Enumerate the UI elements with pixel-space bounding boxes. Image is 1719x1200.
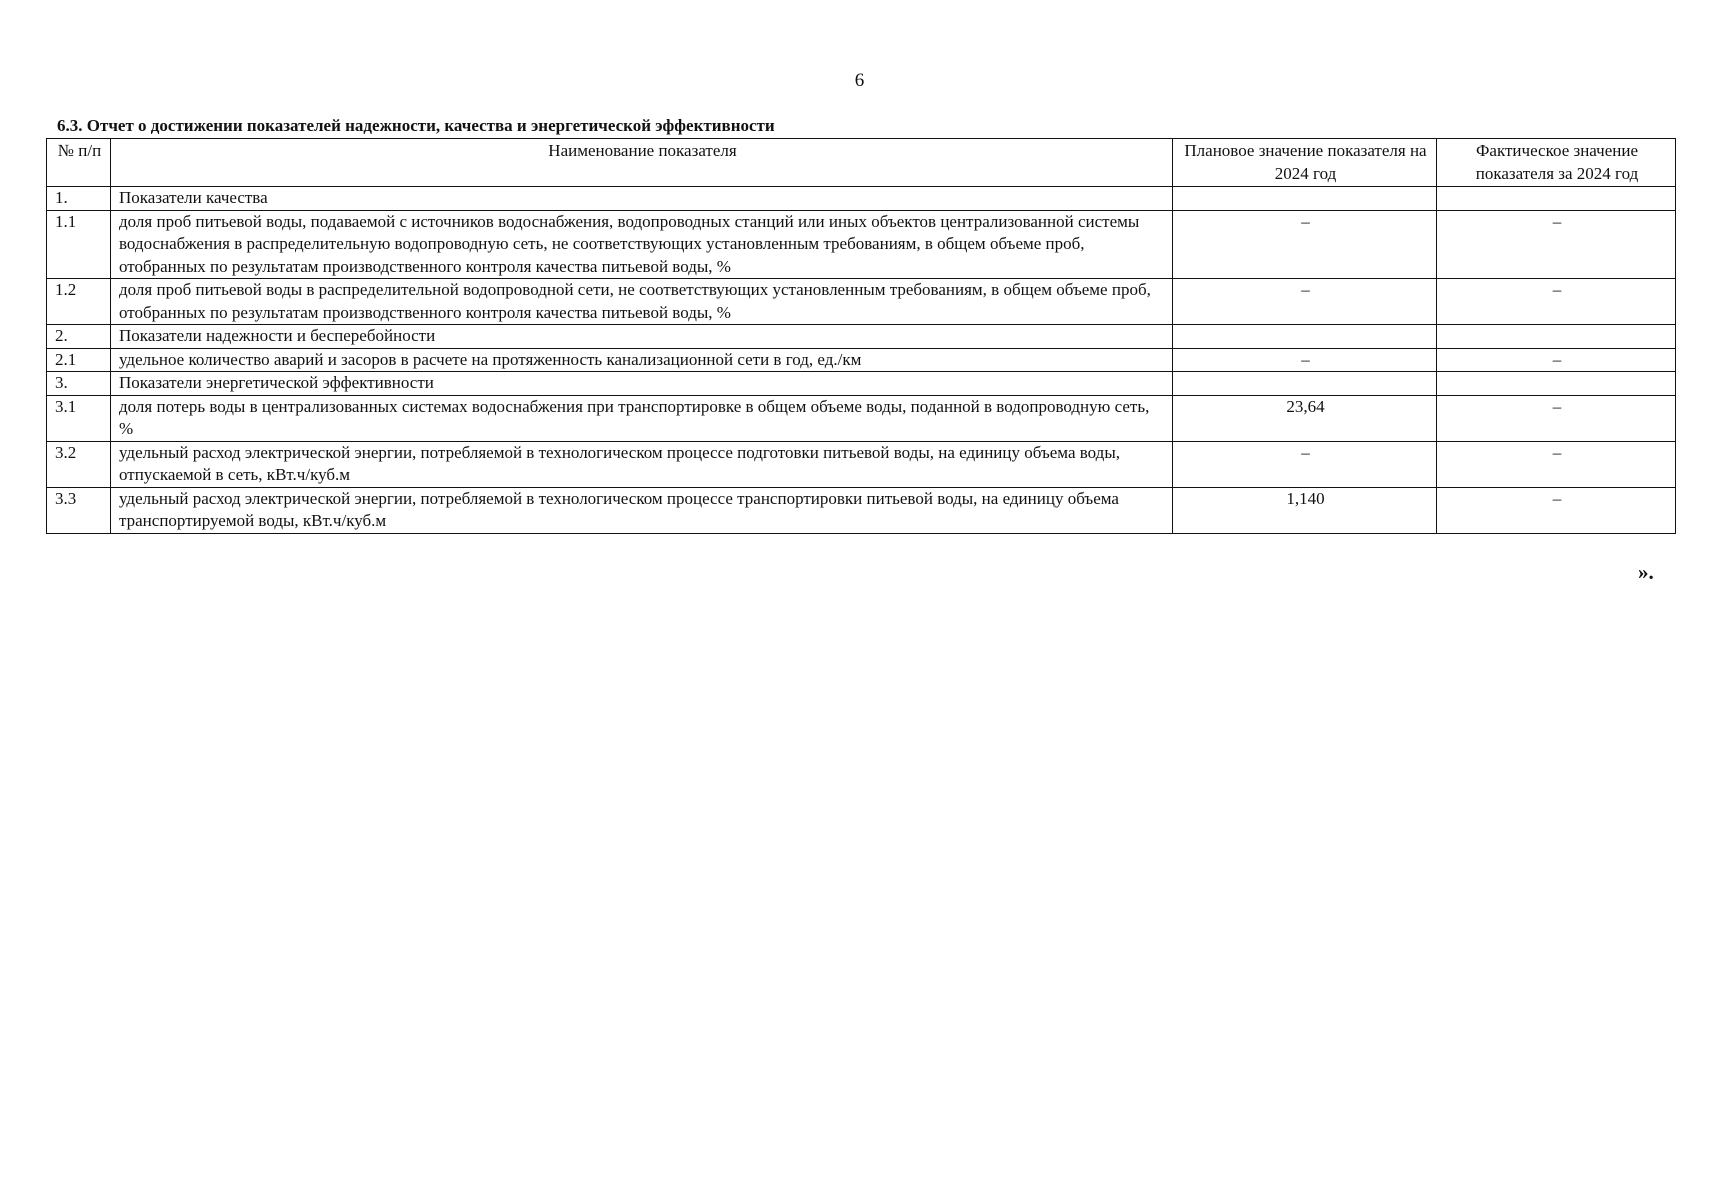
row-name: Показатели качества: [111, 187, 1173, 211]
row-name: удельное количество аварий и засоров в расчете на протяженность канализационной сети в год, ед./км: [111, 348, 1173, 372]
row-fact: –: [1437, 348, 1676, 372]
row-name: доля потерь воды в централизованных системах водоснабжения при транспортировке в общем объеме воды, поданной в водопроводную сеть, %: [111, 395, 1173, 441]
row-fact: –: [1437, 487, 1676, 533]
table-row: [47, 487, 1676, 533]
section-title: 6.3. Отчет о достижении показателей надежности, качества и энергетической эффективности: [57, 116, 775, 135]
page-number: 6: [854, 70, 865, 91]
indicators-table: [46, 138, 1676, 534]
row-name: удельный расход электрической энергии, потребляемой в технологическом процессе подготовки питьевой воды, на единицу объема воды, отпускаемой в сеть, кВт.ч/куб.м: [111, 441, 1173, 487]
row-fact: [1437, 325, 1676, 349]
table-row: [47, 395, 1676, 441]
row-fact: –: [1437, 210, 1676, 279]
row-num: 1.1: [47, 210, 111, 279]
row-plan: –: [1173, 210, 1437, 279]
row-num: 2.: [47, 325, 111, 349]
header-name: Наименование показателя: [111, 139, 1173, 187]
table-row: [47, 441, 1676, 487]
table-row: [47, 325, 1676, 349]
table-header-row: [47, 139, 1676, 187]
row-plan: 23,64: [1173, 395, 1437, 441]
row-plan: [1173, 372, 1437, 396]
row-fact: –: [1437, 441, 1676, 487]
row-num: 3.: [47, 372, 111, 396]
row-plan: [1173, 325, 1437, 349]
row-name: Показатели энергетической эффективности: [111, 372, 1173, 396]
row-plan: –: [1173, 441, 1437, 487]
row-name: удельный расход электрической энергии, потребляемой в технологическом процессе транспортировки питьевой воды, на единицу объема транспортируемой воды, кВт.ч/куб.м: [111, 487, 1173, 533]
closing-quote-mark: ».: [1638, 560, 1654, 584]
row-fact: –: [1437, 279, 1676, 325]
row-plan: 1,140: [1173, 487, 1437, 533]
row-num: 3.2: [47, 441, 111, 487]
row-num: 2.1: [47, 348, 111, 372]
table-row: [47, 279, 1676, 325]
row-fact: [1437, 187, 1676, 211]
row-num: 1.2: [47, 279, 111, 325]
table-row: [47, 348, 1676, 372]
row-plan: [1173, 187, 1437, 211]
header-plan: Плановое значение показателя на 2024 год: [1173, 139, 1437, 187]
row-fact: –: [1437, 395, 1676, 441]
row-name: Показатели надежности и бесперебойности: [111, 325, 1173, 349]
row-plan: –: [1173, 279, 1437, 325]
table-row: [47, 210, 1676, 279]
table-row: [47, 187, 1676, 211]
row-name: доля проб питьевой воды в распределительной водопроводной сети, не соответствующих установленным требованиям, в общем объеме проб, отобранных по результатам производственного контроля качества питьевой воды, %: [111, 279, 1173, 325]
header-num: № п/п: [47, 139, 111, 187]
header-fact: Фактическое значение показателя за 2024 год: [1437, 139, 1676, 187]
row-plan: –: [1173, 348, 1437, 372]
row-name: доля проб питьевой воды, подаваемой с источников водоснабжения, водопроводных станций или иных объектов централизованной системы водоснабжения в распределительную водопроводную сеть, не соответствующих установленным требованиям, в общем объеме проб, отобранных по результатам производственного контроля качества питьевой воды, %: [111, 210, 1173, 279]
row-num: 1.: [47, 187, 111, 211]
row-fact: [1437, 372, 1676, 396]
row-num: 3.3: [47, 487, 111, 533]
table-row: [47, 372, 1676, 396]
row-num: 3.1: [47, 395, 111, 441]
